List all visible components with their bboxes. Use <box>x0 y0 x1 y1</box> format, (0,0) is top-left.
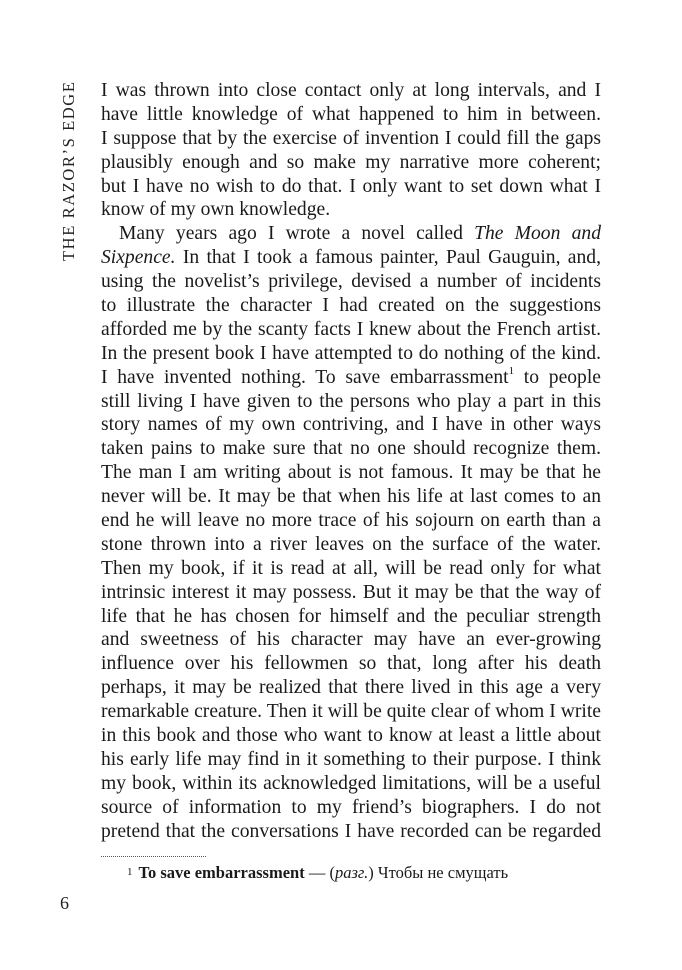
text-line: The man I am writing about is not famous. It may be that he <box>101 462 601 484</box>
text-line <box>101 246 601 270</box>
text-line: story names of my own contriving, and I have in other ways <box>101 414 601 436</box>
text-line: never will be. It may be that when his life at last comes to an <box>101 486 601 508</box>
footnote-abbreviation: разг. <box>334 863 369 882</box>
body-text <box>101 79 601 844</box>
footnote-rule <box>101 856 206 857</box>
text-line: influence over his fellowmen so that, long after his death <box>101 653 601 675</box>
footnote-dash: — ( <box>304 863 335 882</box>
text-line: Then my book, if it is read at all, will be read only for what <box>101 557 601 579</box>
running-head: THE RAZOR’S EDGE <box>59 80 78 261</box>
footnote-close: ) <box>368 863 378 882</box>
text-line: intrinsic interest it may possess. But it may be that the way of <box>101 581 601 603</box>
footnote-term: To save embarrassment <box>138 863 305 882</box>
text-line: my book, within its acknowledged limitations, will be a useful <box>101 772 601 794</box>
book-title: The Moon and <box>474 223 601 245</box>
footnote <box>127 862 597 884</box>
book-title-continued: Sixpence. <box>101 247 176 269</box>
text-line: have little knowledge of what happened to him in between. <box>101 103 601 125</box>
text-line <box>101 222 601 246</box>
footnote-translation: Чтобы не смущать <box>377 863 509 882</box>
text-line: source of information to my friend’s biographers. I do not <box>101 796 601 818</box>
text-line: taken pains to make sure that no one should recognize them. <box>101 438 601 460</box>
text-line <box>101 366 601 390</box>
text-segment: to people <box>514 366 601 388</box>
text-line: to illustrate the character I had created on the suggestions <box>101 295 601 317</box>
text-line: still living I have given to the persons who play a part in this <box>101 390 601 412</box>
text-line: using the novelist’s privilege, devised a number of incidents <box>101 271 601 293</box>
footnote-number: 1 <box>127 866 133 878</box>
footnote-marker: 1 <box>508 365 515 378</box>
text-line: remarkable creature. Then it will be quite clear of whom I write <box>101 701 601 723</box>
text-segment: In that I took a famous painter, Paul Gauguin, and, <box>175 247 601 269</box>
text-line: afforded me by the scanty facts I knew about the French artist. <box>101 318 601 340</box>
text-line: I suppose that by the exercise of invention I could fill the gaps <box>101 127 601 149</box>
text-line: life that he has chosen for himself and the peculiar strength <box>101 605 601 627</box>
text-line: and sweetness of his character may have an ever-growing <box>101 629 601 651</box>
text-line: perhaps, it may be realized that there lived in this age a very <box>101 677 601 699</box>
text-segment: I have invented nothing. To save embarrassment <box>101 366 509 388</box>
text-line: I was thrown into close contact only at long intervals, and I <box>101 80 601 101</box>
text-line: end he will leave no more trace of his sojourn on earth than a <box>101 510 601 532</box>
page-number: 6 <box>60 893 69 913</box>
text-line: pretend that the conversations I have recorded can be regarded <box>101 820 601 842</box>
text-line: in this book and those who want to know at least a little about <box>101 725 601 747</box>
text-line: his early life may find in it something to their purpose. I think <box>101 748 601 770</box>
text-line: stone thrown into a river leaves on the surface of the water. <box>101 533 601 555</box>
text-line: In the present book I have attempted to do nothing of the kind. <box>101 342 601 364</box>
text-line: plausibly enough and so make my narrative more coherent; <box>101 151 601 173</box>
text-segment: Many years ago I wrote a novel called <box>119 223 463 245</box>
text-line: know of my own knowledge. <box>101 199 331 221</box>
text-line: but I have no wish to do that. I only want to set down what I <box>101 175 601 197</box>
